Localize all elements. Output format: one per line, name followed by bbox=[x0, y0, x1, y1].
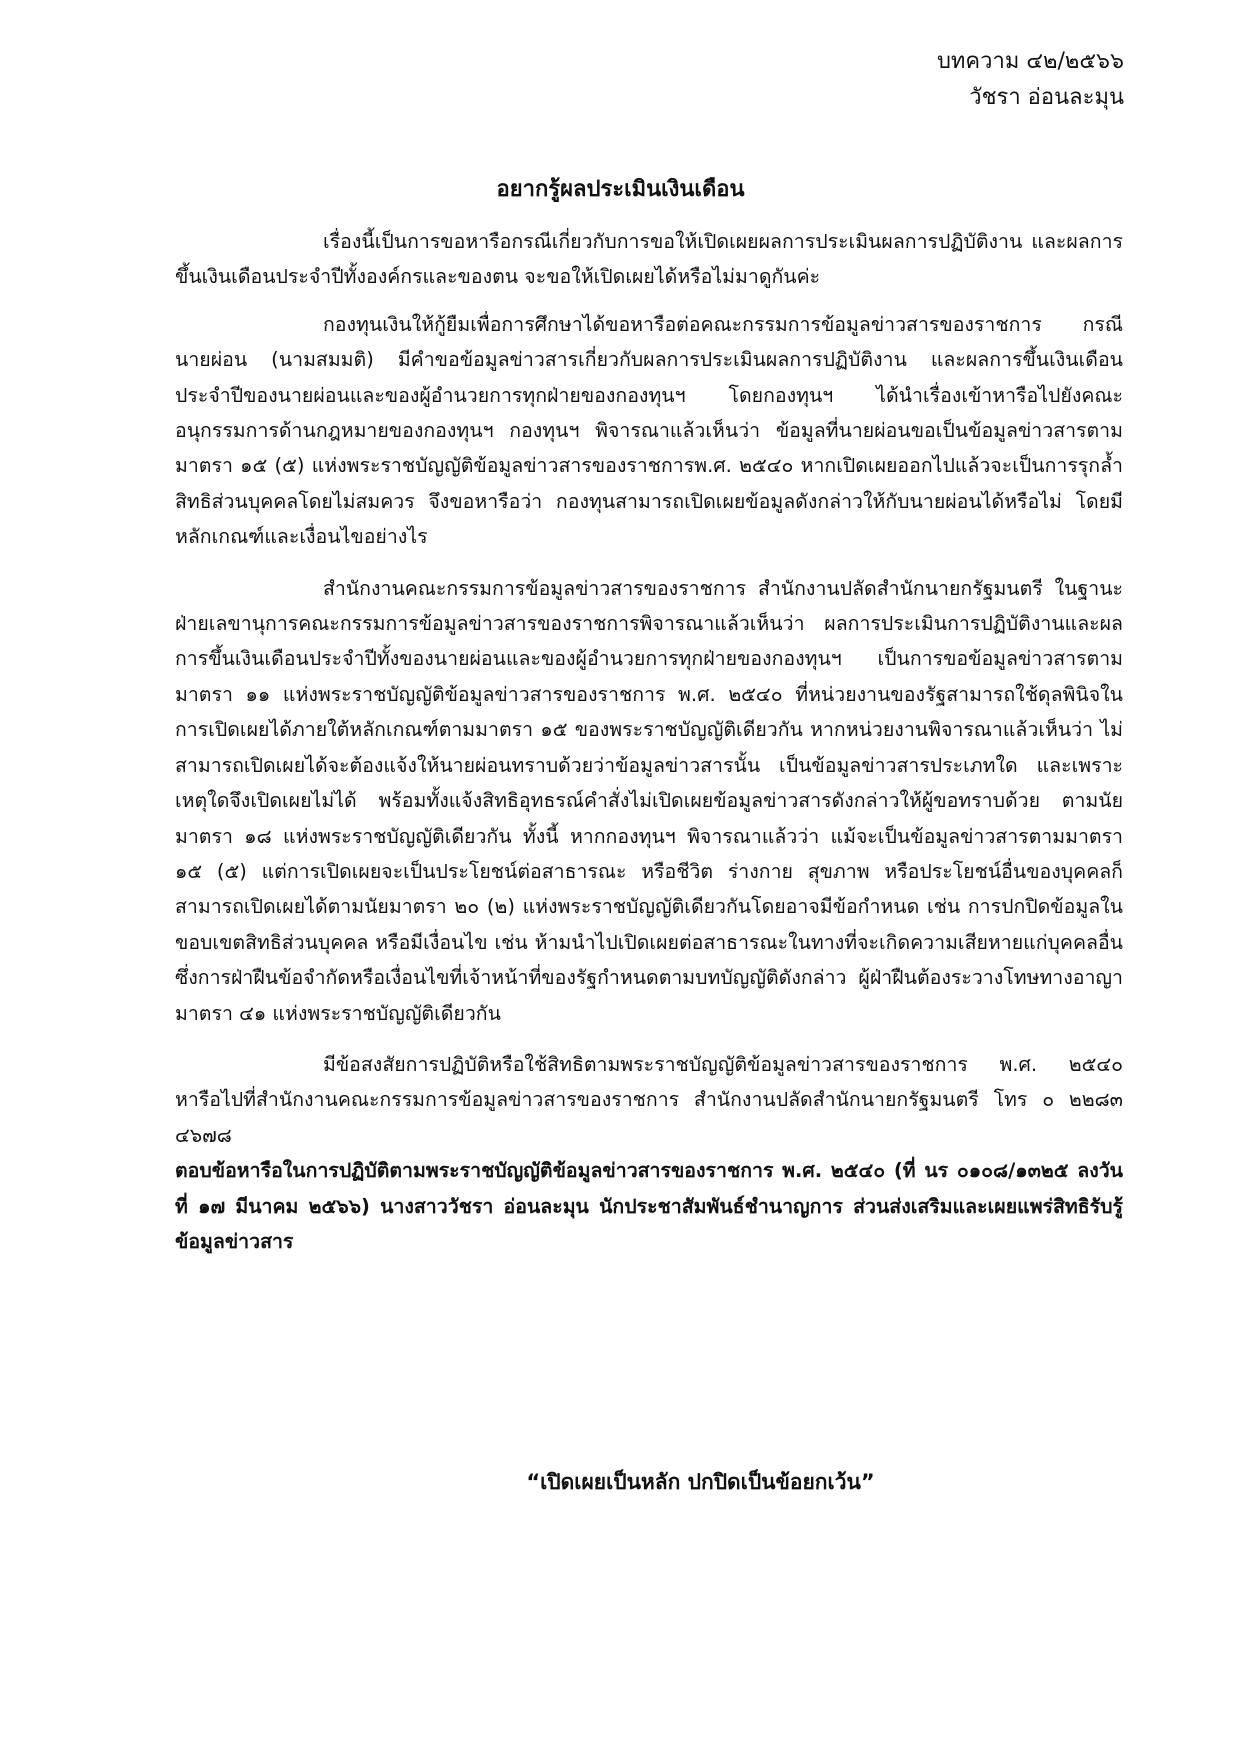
document-body bbox=[175, 224, 1123, 1259]
paragraph-response: สำนักงานคณะกรรมการข้อมูลข่าวสารของราชการ สำนักงานปลัดสำนักนายกรัฐมนตรี ในฐานะฝ่ายเลขานุการคณะกรรมการข้อมูลข่าวสารของราชการพิจารณาแล้วเห็นว่า ผลการประเมินการปฏิบัติงานและผลการขึ้นเงินเดือนประจำปีทั้งของนายผ่อนและของผู้อำนวยการทุกฝ่ายของกองทุนฯ เป็นการขอข้อมูลข่าวสารตามมาตรา ๑๑ แห่งพระราชบัญญัติข้อมูลข่าวสารของราชการ พ.ศ. ๒๕๔๐ ที่หน่วยงานของรัฐสามารถใช้ดุลพินิจในการเปิดเผยได้ภายใต้หลักเกณฑ์ตามมาตรา ๑๕ ของพระราชบัญญัติเดียวกัน หากหน่วยงานพิจารณาแล้วเห็นว่า ไม่สามารถเปิดเผยได้จะต้องแจ้งให้นายผ่อนทราบด้วยว่าข้อมูลข่าวสารนั้น เป็นข้อมูลข่าวสารประเภทใด และเพราะเหตุใดจึงเปิดเผยไม่ได้ พร้อมทั้งแจ้งสิทธิอุทธรณ์คำสั่งไม่เปิดเผยข้อมูลข่าวสารดังกล่าวให้ผู้ขอทราบด้วย ตามนัยมาตรา ๑๘ แห่งพระราชบัญญัติเดียวกัน ทั้งนี้ หากกองทุนฯ พิจารณาแล้วว่า แม้จะเป็นข้อมูลข่าวสารตามมาตรา ๑๕ (๕) แต่การเปิดเผยจะเป็นประโยชน์ต่อสาธารณะ หรือชีวิต ร่างกาย สุขภาพ หรือประโยชน์อื่นของบุคคลก็สามารถเปิดเผยได้ตามนัยมาตรา ๒๐ (๒) แห่งพระราชบัญญัติเดียวกันโดยอาจมีข้อกำหนด เช่น การปกปิดข้อมูลในขอบเขตสิทธิส่วนบุคคล หรือมีเงื่อนไข เช่น ห้ามนำไปเปิดเผยต่อสาธารณะในทางที่จะเกิดความเสียหายแก่บุคคลอื่น ซึ่งการฝ่าฝืนข้อจำกัดหรือเงื่อนไขที่เจ้าหน้าที่ของรัฐกำหนดตามบทบัญญัติดังกล่าว ผู้ฝ่าฝืนต้องระวางโทษทางอาญามาตรา ๔๑ แห่งพระราชบัญญัติเดียวกัน bbox=[175, 576, 1123, 1025]
slogan: “เปิดเผยเป็นหลัก ปกปิดเป็นข้อยกเว้น” bbox=[526, 1470, 875, 1494]
document-header bbox=[937, 44, 1124, 116]
answer-reference-note: ตอบข้อหารือในการปฏิบัติตามพระราชบัญญัติข้อมูลข่าวสารของราชการ พ.ศ. ๒๕๔๐ (ที่ นร ๐๑๐๘/๑๓๒๕ ลงวันที่ ๑๗ มีนาคม ๒๕๖๖) นางสาววัชรา อ่อนละมุน นักประชาสัมพันธ์ชำนาญการ ส่วนส่งเสริมและเผยแพร่สิทธิรับรู้ข้อมูลข่าวสาร bbox=[175, 1159, 1123, 1253]
author-name: วัชรา อ่อนละมุน bbox=[969, 85, 1124, 110]
paragraph-intro: เรื่องนี้เป็นการขอหารือกรณีเกี่ยวกับการขอให้เปิดเผยผลการประเมินผลการปฏิบัติงาน และผลการขึ้นเงินเดือนประจำปีทั้งองค์กรและของตน จะขอให้เปิดเผยได้หรือไม่มาดูกันค่ะ bbox=[175, 230, 1123, 289]
document-title: อยากรู้ผลประเมินเงินเดือน bbox=[496, 177, 745, 202]
paragraph-contact: มีข้อสงสัยการปฏิบัติหรือใช้สิทธิตามพระราชบัญญัติข้อมูลข่าวสารของราชการ พ.ศ. ๒๕๔๐ หารือไปที่สำนักงานคณะกรรมการข้อมูลข่าวสารของราชการ สำนักงานปลัดสำนักนายกรัฐมนตรี โทร ๐ ๒๒๘๓ ๔๖๗๘ bbox=[175, 1052, 1123, 1147]
article-number: บทความ ๔๒/๒๕๖๖ bbox=[936, 49, 1124, 74]
paragraph-inquiry: กองทุนเงินให้กู้ยืมเพื่อการศึกษาได้ขอหารือต่อคณะกรรมการข้อมูลข่าวสารของราชการ กรณีนายผ่อน (นามสมมติ) มีคำขอข้อมูลข่าวสารเกี่ยวกับผลการประเมินผลการปฏิบัติงาน และผลการขึ้นเงินเดือนประจำปีของนายผ่อนและของผู้อำนวยการทุกฝ่ายของกองทุนฯ โดยกองทุนฯ ได้นำเรื่องเข้าหารือไปยังคณะอนุกรรมการด้านกฎหมายของกองทุนฯ กองทุนฯ พิจารณาแล้วเห็นว่า ข้อมูลที่นายผ่อนขอเป็นข้อมูลข่าวสารตามมาตรา ๑๕ (๕) แห่งพระราชบัญญัติข้อมูลข่าวสารของราชการพ.ศ. ๒๕๔๐ หากเปิดเผยออกไปแล้วจะเป็นการรุกล้ำสิทธิส่วนบุคคลโดยไม่สมควร จึงขอหารือว่า กองทุนสามารถเปิดเผยข้อมูลดังกล่าวให้กับนายผ่อนได้หรือไม่ โดยมีหลักเกณฑ์และเงื่อนไขอย่างไร bbox=[175, 312, 1123, 549]
